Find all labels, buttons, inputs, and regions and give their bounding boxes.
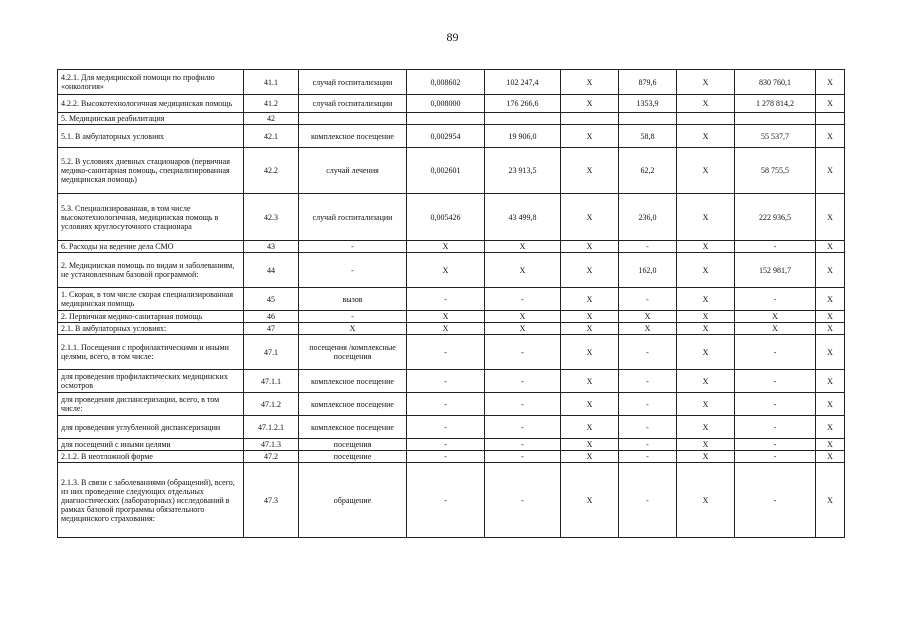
data-table [57, 69, 845, 538]
cell-v7: X [816, 194, 845, 241]
cell-v4: - [619, 370, 677, 393]
cell-v3 [561, 113, 619, 125]
cell-v7: X [816, 451, 845, 463]
cell-v1: 0,008000 [407, 95, 485, 113]
cell-v3: X [561, 451, 619, 463]
cell-v7: X [816, 311, 845, 323]
cell-v1: X [407, 253, 485, 288]
cell-code: 46 [244, 311, 299, 323]
cell-v7: X [816, 439, 845, 451]
cell-v3: X [561, 70, 619, 95]
cell-name: 5.2. В условиях дневных стационаров (первичная медико-санитарная помощь, специализированная медицинская помощь) [58, 148, 244, 194]
cell-v5: X [677, 311, 735, 323]
cell-v4: 162,0 [619, 253, 677, 288]
cell-code: 47 [244, 323, 299, 335]
cell-v7: X [816, 323, 845, 335]
cell-v5: X [677, 148, 735, 194]
cell-unit: - [299, 311, 407, 323]
cell-v6: - [735, 416, 816, 439]
cell-name: для проведения диспансеризации, всего, в том числе: [58, 393, 244, 416]
cell-unit: посещения /комплексные посещения [299, 335, 407, 370]
cell-v4: - [619, 439, 677, 451]
cell-v3: X [561, 148, 619, 194]
cell-v5: X [677, 125, 735, 148]
cell-code: 42.1 [244, 125, 299, 148]
cell-unit: обращение [299, 463, 407, 538]
cell-v4 [619, 113, 677, 125]
cell-v2: X [485, 323, 561, 335]
cell-v2: - [485, 335, 561, 370]
cell-name: 5. Медицинская реабилитация [58, 113, 244, 125]
cell-v3: X [561, 241, 619, 253]
cell-name: для проведения углубленной диспансеризации [58, 416, 244, 439]
cell-v6: 152 981,7 [735, 253, 816, 288]
cell-v2: 102 247,4 [485, 70, 561, 95]
cell-v6: - [735, 288, 816, 311]
cell-v3: X [561, 370, 619, 393]
cell-v2: 19 906,0 [485, 125, 561, 148]
cell-unit: комплексное посещение [299, 125, 407, 148]
cell-v7 [816, 113, 845, 125]
cell-v6: - [735, 241, 816, 253]
cell-unit: случай лечения [299, 148, 407, 194]
cell-v5: X [677, 335, 735, 370]
cell-unit: - [299, 253, 407, 288]
cell-v7: X [816, 241, 845, 253]
cell-v7: X [816, 70, 845, 95]
table-row [58, 451, 845, 463]
table-body [58, 70, 845, 538]
cell-v7: X [816, 393, 845, 416]
cell-v2: X [485, 311, 561, 323]
cell-v5: X [677, 393, 735, 416]
cell-v7: X [816, 335, 845, 370]
table-row [58, 335, 845, 370]
cell-v1: 0,002601 [407, 148, 485, 194]
cell-v6 [735, 113, 816, 125]
cell-v6: 55 537,7 [735, 125, 816, 148]
cell-v4: X [619, 311, 677, 323]
cell-code: 43 [244, 241, 299, 253]
cell-v6: - [735, 463, 816, 538]
cell-v6: X [735, 323, 816, 335]
cell-v7: X [816, 463, 845, 538]
cell-v6: - [735, 370, 816, 393]
cell-v6: - [735, 451, 816, 463]
cell-v5: X [677, 70, 735, 95]
cell-v3: X [561, 323, 619, 335]
cell-code: 47.1.3 [244, 439, 299, 451]
cell-v1: - [407, 335, 485, 370]
cell-v7: X [816, 288, 845, 311]
cell-v1: - [407, 288, 485, 311]
cell-unit: вызов [299, 288, 407, 311]
cell-code: 42 [244, 113, 299, 125]
cell-v2: - [485, 288, 561, 311]
cell-v5: X [677, 323, 735, 335]
cell-v1: X [407, 323, 485, 335]
table-row [58, 194, 845, 241]
cell-v6: - [735, 335, 816, 370]
cell-name: 2.1.2. В неотложной форме [58, 451, 244, 463]
table-row [58, 463, 845, 538]
cell-v1 [407, 113, 485, 125]
table-row [58, 439, 845, 451]
cell-v4: 58,8 [619, 125, 677, 148]
cell-unit: случай госпитализации [299, 70, 407, 95]
cell-unit: комплексное посещение [299, 370, 407, 393]
cell-v5: X [677, 439, 735, 451]
cell-name: 4.2.2. Высокотехнологичная медицинская помощь [58, 95, 244, 113]
cell-v4: 879,6 [619, 70, 677, 95]
cell-v3: X [561, 288, 619, 311]
cell-v3: X [561, 311, 619, 323]
table-row [58, 416, 845, 439]
cell-v2: X [485, 253, 561, 288]
cell-v7: X [816, 125, 845, 148]
cell-unit: посещения [299, 439, 407, 451]
cell-v5: X [677, 194, 735, 241]
cell-v4: - [619, 451, 677, 463]
cell-v6: X [735, 311, 816, 323]
cell-v1: 0,005426 [407, 194, 485, 241]
cell-code: 41.1 [244, 70, 299, 95]
cell-v5: X [677, 288, 735, 311]
cell-name: 2.1.1. Посещения с профилактическими и иными целями, всего, в том числе: [58, 335, 244, 370]
cell-v3: X [561, 125, 619, 148]
cell-v5 [677, 113, 735, 125]
cell-name: для посещений с иными целями [58, 439, 244, 451]
cell-v5: X [677, 451, 735, 463]
cell-v7: X [816, 370, 845, 393]
cell-unit: X [299, 323, 407, 335]
cell-v4: 62,2 [619, 148, 677, 194]
cell-v2: - [485, 439, 561, 451]
table-row [58, 323, 845, 335]
cell-v4: - [619, 241, 677, 253]
cell-v4: X [619, 323, 677, 335]
table-row [58, 253, 845, 288]
cell-v4: 1353,9 [619, 95, 677, 113]
cell-v7: X [816, 148, 845, 194]
cell-v1: X [407, 241, 485, 253]
cell-name: 5.3. Специализированная, в том числе высокотехнологичная, медицинская помощь в условиях круглосуточного стационара [58, 194, 244, 241]
cell-name: 1. Скорая, в том числе скорая специализированная медицинская помощь [58, 288, 244, 311]
cell-code: 42.3 [244, 194, 299, 241]
cell-v5: X [677, 416, 735, 439]
cell-v6: - [735, 393, 816, 416]
table-row [58, 311, 845, 323]
cell-name: 2. Первичная медико-санитарная помощь [58, 311, 244, 323]
cell-v2: 23 913,5 [485, 148, 561, 194]
cell-code: 45 [244, 288, 299, 311]
cell-name: для проведения профилактических медицинских осмотров [58, 370, 244, 393]
cell-name: 2.1. В амбулаторных условиях: [58, 323, 244, 335]
cell-v2: - [485, 451, 561, 463]
table-row [58, 288, 845, 311]
cell-v4: - [619, 463, 677, 538]
cell-code: 41.2 [244, 95, 299, 113]
cell-name: 2.1.3. В связи с заболеваниями (обращений), всего, из них проведение следующих отдельных диагностических (лабораторных) исследований в рамках базовой программы обязательного медицинского страхования: [58, 463, 244, 538]
cell-v6: - [735, 439, 816, 451]
cell-v7: X [816, 95, 845, 113]
cell-v2: - [485, 463, 561, 538]
cell-name: 2. Медицинская помощь по видам и заболеваниям, не установленным базовой программой: [58, 253, 244, 288]
cell-v1: - [407, 370, 485, 393]
cell-code: 47.1.1 [244, 370, 299, 393]
cell-v3: X [561, 393, 619, 416]
cell-v1: 0,002954 [407, 125, 485, 148]
cell-v3: X [561, 463, 619, 538]
cell-v4: - [619, 393, 677, 416]
cell-v5: X [677, 370, 735, 393]
cell-v4: 236,0 [619, 194, 677, 241]
cell-code: 44 [244, 253, 299, 288]
cell-name: 5.1. В амбулаторных условиях [58, 125, 244, 148]
cell-v1: - [407, 451, 485, 463]
cell-v3: X [561, 416, 619, 439]
cell-v4: - [619, 416, 677, 439]
cell-v1: - [407, 416, 485, 439]
cell-v3: X [561, 439, 619, 451]
cell-unit: случай госпитализации [299, 194, 407, 241]
cell-v2: 176 266,6 [485, 95, 561, 113]
cell-v1: - [407, 463, 485, 538]
cell-v5: X [677, 95, 735, 113]
cell-v6: 1 278 814,2 [735, 95, 816, 113]
cell-unit: случай госпитализации [299, 95, 407, 113]
cell-v5: X [677, 253, 735, 288]
cell-unit [299, 113, 407, 125]
cell-v1: - [407, 439, 485, 451]
cell-code: 47.1.2.1 [244, 416, 299, 439]
table-row [58, 370, 845, 393]
cell-v1: 0,008602 [407, 70, 485, 95]
cell-v4: - [619, 288, 677, 311]
table-row [58, 148, 845, 194]
cell-v7: X [816, 253, 845, 288]
cell-v2: - [485, 416, 561, 439]
cell-v6: 222 936,5 [735, 194, 816, 241]
cell-code: 47.2 [244, 451, 299, 463]
cell-unit: комплексное посещение [299, 416, 407, 439]
cell-v2: - [485, 370, 561, 393]
cell-v3: X [561, 253, 619, 288]
table-row [58, 241, 845, 253]
cell-v2: 43 499,8 [485, 194, 561, 241]
cell-v2: - [485, 393, 561, 416]
cell-v6: 58 755,5 [735, 148, 816, 194]
cell-v3: X [561, 95, 619, 113]
cell-v1: X [407, 311, 485, 323]
cell-v2 [485, 113, 561, 125]
cell-v2: X [485, 241, 561, 253]
cell-v3: X [561, 194, 619, 241]
cell-unit: - [299, 241, 407, 253]
cell-v5: X [677, 463, 735, 538]
cell-v6: 830 760,1 [735, 70, 816, 95]
table-row [58, 95, 845, 113]
cell-v3: X [561, 335, 619, 370]
cell-unit: комплексное посещение [299, 393, 407, 416]
cell-v5: X [677, 241, 735, 253]
cell-v7: X [816, 416, 845, 439]
cell-name: 4.2.1. Для медицинской помощи по профилю «онкология» [58, 70, 244, 95]
cell-code: 47.1 [244, 335, 299, 370]
table-row [58, 125, 845, 148]
cell-unit: посещение [299, 451, 407, 463]
cell-name: 6. Расходы на ведение дела СМО [58, 241, 244, 253]
table-row [58, 113, 845, 125]
cell-v4: - [619, 335, 677, 370]
table-row [58, 393, 845, 416]
cell-code: 42.2 [244, 148, 299, 194]
page-number: 89 [446, 30, 459, 44]
cell-code: 47.1.2 [244, 393, 299, 416]
cell-v1: - [407, 393, 485, 416]
table-row [58, 70, 845, 95]
cell-code: 47.3 [244, 463, 299, 538]
